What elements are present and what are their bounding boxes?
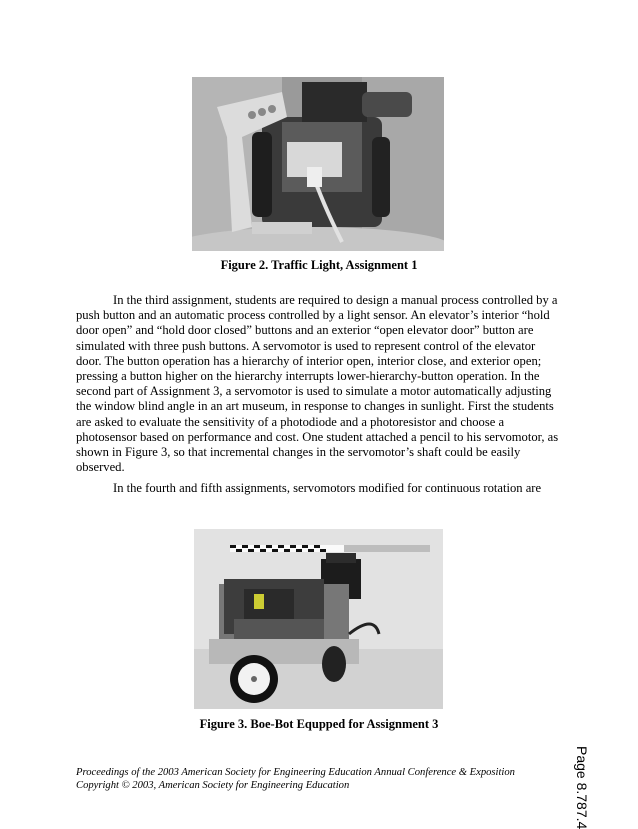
body-paragraph-2: In the fourth and fifth assignments, servomotors modified for continuous rotation are — [113, 481, 542, 495]
figure-2-photo — [192, 77, 444, 251]
footer-proceedings: Proceedings of the 2003 American Society for Engineering Education Annual Conference & Exposition — [76, 767, 515, 778]
figure-3-caption: Figure 3. Boe-Bot Equpped for Assignment 3 — [199, 717, 439, 731]
page-footer — [76, 766, 596, 792]
page-number: Page 8.787.4 — [574, 746, 590, 829]
body-paragraph-1: In the third assignment, students are required to design a manual process controlled by a push button and an automatic process controlled by a light sensor. An elevator’s interior “hold door open” and “hold door closed” buttons and an exterior “open elevator door” button are simulated with three push buttons. A servomotor is used to represent control of the elevator door. The button operation has a hierarchy of interior open, interior close, and exterior open; pressing a button higher on the hierarchy interrupts lower-hierarchy-button operation. In the second part of Assignment 3, a servomotor is used to simulate a motor automatically adjusting the window blind angle in an art museum, in response to changes in sunlight. First the students are asked to evaluate the sensitivity of a photodiode and a photoresistor and choose a photosensor based on performance and cost. One student attached a pencil to his servomotor, as shown in Figure 3, so that incremental changes in the servomotor’s shaft could be easily observed. — [76, 293, 559, 475]
figure-3-photo — [194, 529, 443, 709]
figure-2-caption: Figure 2. Traffic Light, Assignment 1 — [220, 258, 418, 272]
footer-copyright: Copyright © 2003, American Society for Engineering Education — [76, 780, 350, 791]
